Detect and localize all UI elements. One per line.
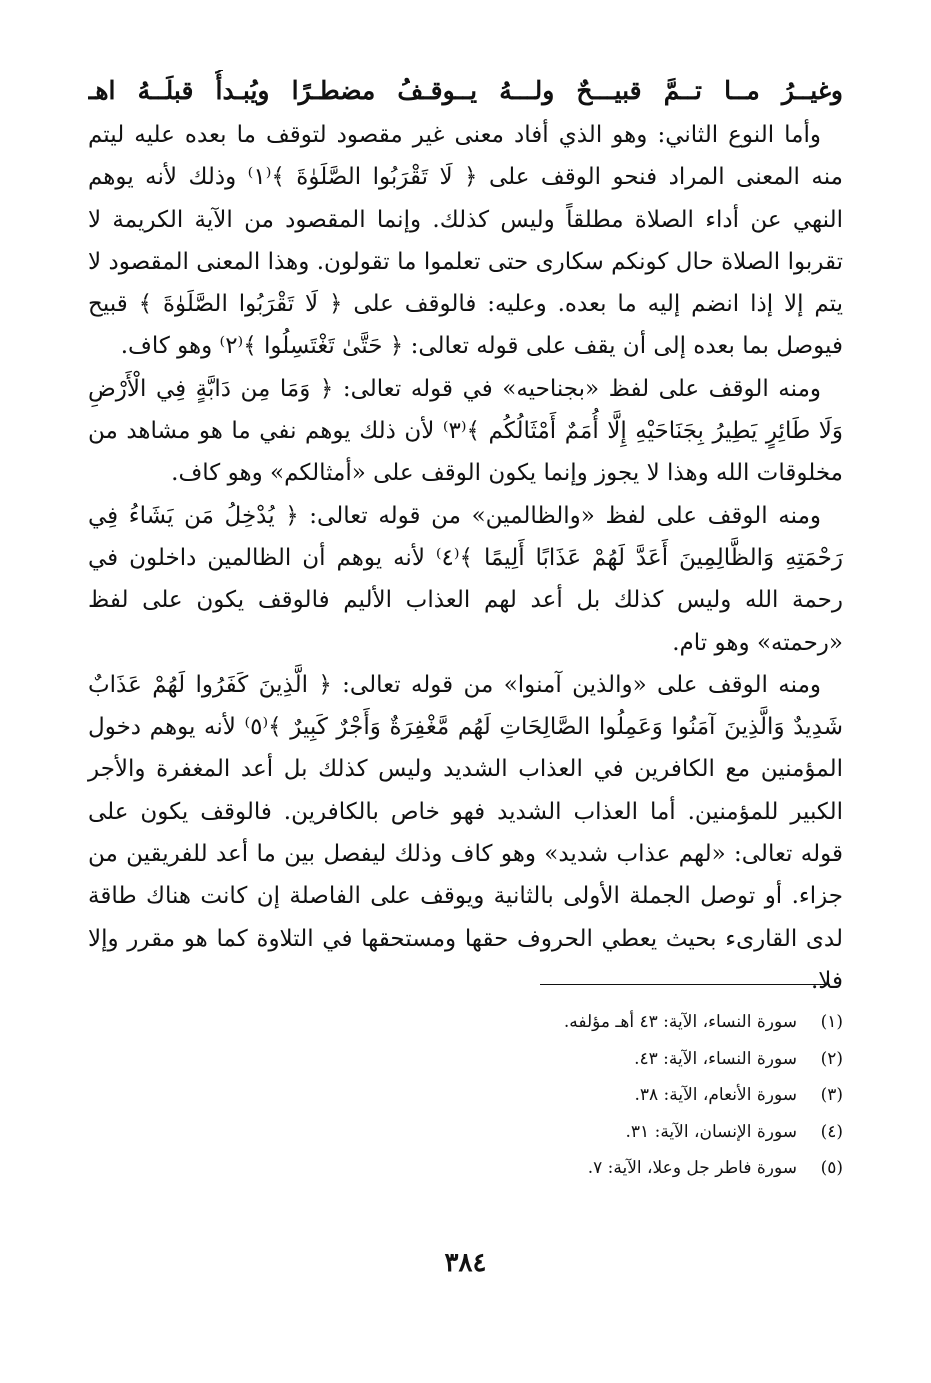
- footnote-number: (٥): [820, 1158, 843, 1178]
- footnote-text: سورة النساء، الآية: ٤٣.: [634, 1048, 797, 1069]
- footnote-item: [300, 1077, 843, 1114]
- footnote-text: سورة الإنسان، الآية: ٣١.: [625, 1121, 797, 1142]
- footnotes: [300, 1004, 843, 1187]
- footnote-number: (٢): [820, 1048, 843, 1069]
- paragraph-wings-example: ومنه الوقف على لفظ «بجناحيه» في قوله تعالى: ﴿ وَمَا مِن دَابَّةٍ فِي الْأَرْضِ وَلَا طَائِرٍ يَطِيرُ بِجَنَاحَيْهِ إِلَّا أُمَمٌ أَمْثَالُكُم ﴾⁽٣⁾ لأن ذلك يوهم نفي ما هو مشاهد من مخلوقات الله وهذا لا يجوز وإنما يكون الوقف على «أمثالكم» وهو كاف.: [88, 375, 844, 487]
- paragraph-believers-example: ومنه الوقف على «والذين آمنوا» من قوله تعالى: ﴿ الَّذِينَ كَفَرُوا لَهُمْ عَذَابٌ شَدِيدٌ وَالَّذِينَ آمَنُوا وَعَمِلُوا الصَّالِحَاتِ لَهُم مَّغْفِرَةٌ وَأَجْرٌ كَبِيرٌ ﴾⁽٥⁾ لأنه يوهم دخول المؤمنين مع الكافرين في العذاب الشديد وليس كذلك بل أعد المغفرة والأجر الكبير للمؤمنين. أما العذاب الشديد فهو خاص بالكافرين. فالوقف يكون على قوله تعالى: «لهم عذاب شديد» وهو كاف وذلك ليفصل بين ما أعد للفريقين من جزاء. أو توصل الجملة الأولى بالثانية ويوقف على الفاصلة إن كانت هناك طاقة لدى القارىء بحيث يعطي الحروف حقها ومستحقها في التلاوة كما هو مقرر وإلا فلا.: [88, 671, 843, 994]
- paragraph-oppressors-example: ومنه الوقف على لفظ «والظالمين» من قوله تعالى: ﴿ يُدْخِلُ مَن يَشَاءُ فِي رَحْمَتِهِ وَالظَّالِمِينَ أَعَدَّ لَهُمْ عَذَابًا أَلِيمًا ﴾⁽٤⁾ لأنه يوهم أن الظالمين داخلون في رحمة الله وليس كذلك بل أعد لهم العذاب الأليم فالوقف يكون على لفظ «رحمته» وهو تام.: [88, 502, 843, 656]
- footnote-item: [300, 1114, 843, 1151]
- footnote-divider: [540, 984, 830, 985]
- poem-verse-line: وغيــرُ مــا تــمَّ قبيـــحٌ ولـــهُ يــوقـفُ مضطـرًا ويُبـدأُ قبلَــهُ اهـ: [88, 76, 843, 105]
- footnote-text: سورة النساء، الآية: ٤٣ أهـ مؤلفه.: [563, 1012, 797, 1032]
- footnote-number: (٤): [820, 1121, 843, 1142]
- footnote-number: (١): [820, 1012, 843, 1032]
- paragraph-type-two: وأما النوع الثاني: وهو الذي أفاد معنى غير مقصود لتوقف ما بعده عليه ليتم منه المعنى المراد فنحو الوقف على ﴿ لَا تَقْرَبُوا الصَّلَوٰةَ ﴾⁽١⁾ وذلك لأنه يوهم النهي عن أداء الصلاة مطلقاً وليس كذلك. وإنما المقصود من الآية الكريمة لا تقربوا الصلاة حال كونكم سكارى حتى تعلموا ما تقولون. وهذا المعنى المقصود لا يتم إلا إذا انضم إليه ما بعده. وعليه: فالوقف على ﴿ لَا تَقْرَبُوا الصَّلَوٰةَ ﴾ قبيح فيوصل بما بعده إلى أن يقف على قوله تعالى: ﴿ حَتَّىٰ تَغْتَسِلُوا ﴾⁽٢⁾ وهو كاف.: [88, 122, 843, 360]
- footnote-text: سورة فاطر جل وعلا، الآية: ٧.: [587, 1158, 797, 1178]
- page-number: ٣٨٤: [444, 1248, 487, 1278]
- footnote-number: (٣): [820, 1085, 843, 1105]
- footnote-item: [300, 1041, 843, 1078]
- page-body: [88, 70, 843, 1002]
- footnote-item: [300, 1004, 843, 1041]
- footnote-item: [300, 1150, 843, 1187]
- footnote-text: سورة الأنعام، الآية: ٣٨.: [634, 1085, 797, 1105]
